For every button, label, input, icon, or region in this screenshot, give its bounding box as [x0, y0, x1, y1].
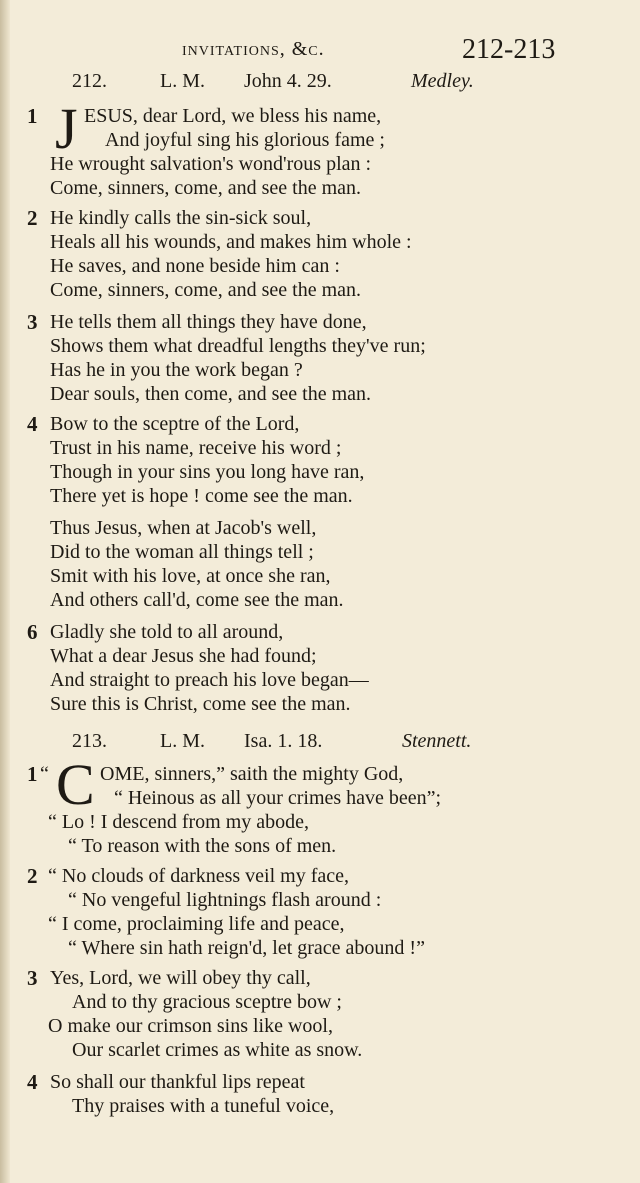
verse-line: Our scarlet crimes as white as snow.	[72, 1039, 363, 1061]
verse-line: Thy praises with a tuneful voice,	[72, 1095, 335, 1117]
verse-line: He tells them all things they have done,	[50, 311, 367, 333]
verse-line: Smit with his love, at once she ran,	[50, 565, 331, 587]
hymn-number: 212.	[72, 70, 107, 92]
verse-line: Yes, Lord, we will obey thy call,	[50, 967, 311, 989]
hymn-meter: L. M.	[160, 70, 205, 92]
verse-line: And others call'd, come see the man.	[50, 589, 344, 611]
verse-line: Trust in his name, receive his word ;	[50, 437, 342, 459]
stanza-number: 4	[27, 1070, 38, 1094]
verse-line: Dear souls, then come, and see the man.	[50, 383, 372, 405]
verse-line: He wrought salvation's wond'rous plan :	[50, 153, 372, 175]
stanza-number: 4	[27, 412, 38, 436]
verse-line: He saves, and none beside him can :	[50, 255, 340, 277]
verse-line: And joyful sing his glorious fame ;	[105, 129, 385, 151]
drop-cap: J	[55, 96, 78, 161]
drop-cap: C	[56, 752, 95, 817]
verse-line: “ I come, proclaiming life and peace,	[48, 913, 345, 935]
verse-line: “ Lo ! I descend from my abode,	[48, 811, 310, 833]
verse-line: Did to the woman all things tell ;	[50, 541, 314, 563]
stanza-number: 1	[27, 762, 38, 786]
stanza-number: 1	[27, 104, 38, 128]
stanza-number: 3	[27, 310, 38, 334]
page-number: 212-213	[462, 34, 556, 65]
page-header	[0, 34, 640, 64]
hymn-author: Medley.	[411, 70, 474, 92]
verse-line: Bow to the sceptre of the Lord,	[50, 413, 300, 435]
verse-line: “ No clouds of darkness veil my face,	[48, 865, 350, 887]
running-title: invitations, &c.	[182, 38, 325, 60]
verse-line: And to thy gracious sceptre bow ;	[72, 991, 342, 1013]
verse-line: Come, sinners, come, and see the man.	[50, 177, 362, 199]
verse-line: Come, sinners, come, and see the man.	[50, 279, 362, 301]
hymn-212-heading	[72, 70, 512, 96]
hymn-author: Stennett.	[402, 730, 472, 752]
stanza-number: 6	[27, 620, 38, 644]
verse-line: “ To reason with the sons of men.	[68, 835, 337, 857]
verse-line: Gladly she told to all around,	[50, 621, 284, 643]
verse-line: “ Heinous as all your crimes have been”;	[114, 787, 442, 809]
verse-line: Shows them what dreadful lengths they've run;	[50, 335, 426, 357]
verse-line: OME, sinners,” saith the mighty God,	[100, 763, 404, 785]
verse-line: O make our crimson sins like wool,	[48, 1015, 333, 1037]
verse-line: “ Where sin hath reign'd, let grace abound !”	[68, 937, 425, 959]
stanza-number: 3	[27, 966, 38, 990]
verse-line: What a dear Jesus she had found;	[50, 645, 317, 667]
scripture-reference: John 4. 29.	[244, 70, 332, 92]
stanza-number: 2	[27, 206, 38, 230]
verse-line: And straight to preach his love began—	[50, 669, 369, 691]
opening-quote: “	[40, 763, 49, 785]
verse-line: Heals all his wounds, and makes him whole :	[50, 231, 412, 253]
verse-line: So shall our thankful lips repeat	[50, 1071, 305, 1093]
verse-line: Though in your sins you long have ran,	[50, 461, 365, 483]
verse-line: ESUS, dear Lord, we bless his name,	[84, 105, 382, 127]
verse-line: Thus Jesus, when at Jacob's well,	[50, 517, 317, 539]
verse-line: “ No vengeful lightnings flash around :	[68, 889, 382, 911]
verse-line: Sure this is Christ, come see the man.	[50, 693, 351, 715]
hymn-213-heading	[72, 730, 512, 756]
scripture-reference: Isa. 1. 18.	[244, 730, 323, 752]
verse-line: There yet is hope ! come see the man.	[50, 485, 353, 507]
hymn-number: 213.	[72, 730, 107, 752]
verse-line: He kindly calls the sin-sick soul,	[50, 207, 312, 229]
stanza-number: 2	[27, 864, 38, 888]
verse-line: Has he in you the work began ?	[50, 359, 303, 381]
page-gutter-edge	[0, 0, 10, 1183]
hymn-meter: L. M.	[160, 730, 205, 752]
